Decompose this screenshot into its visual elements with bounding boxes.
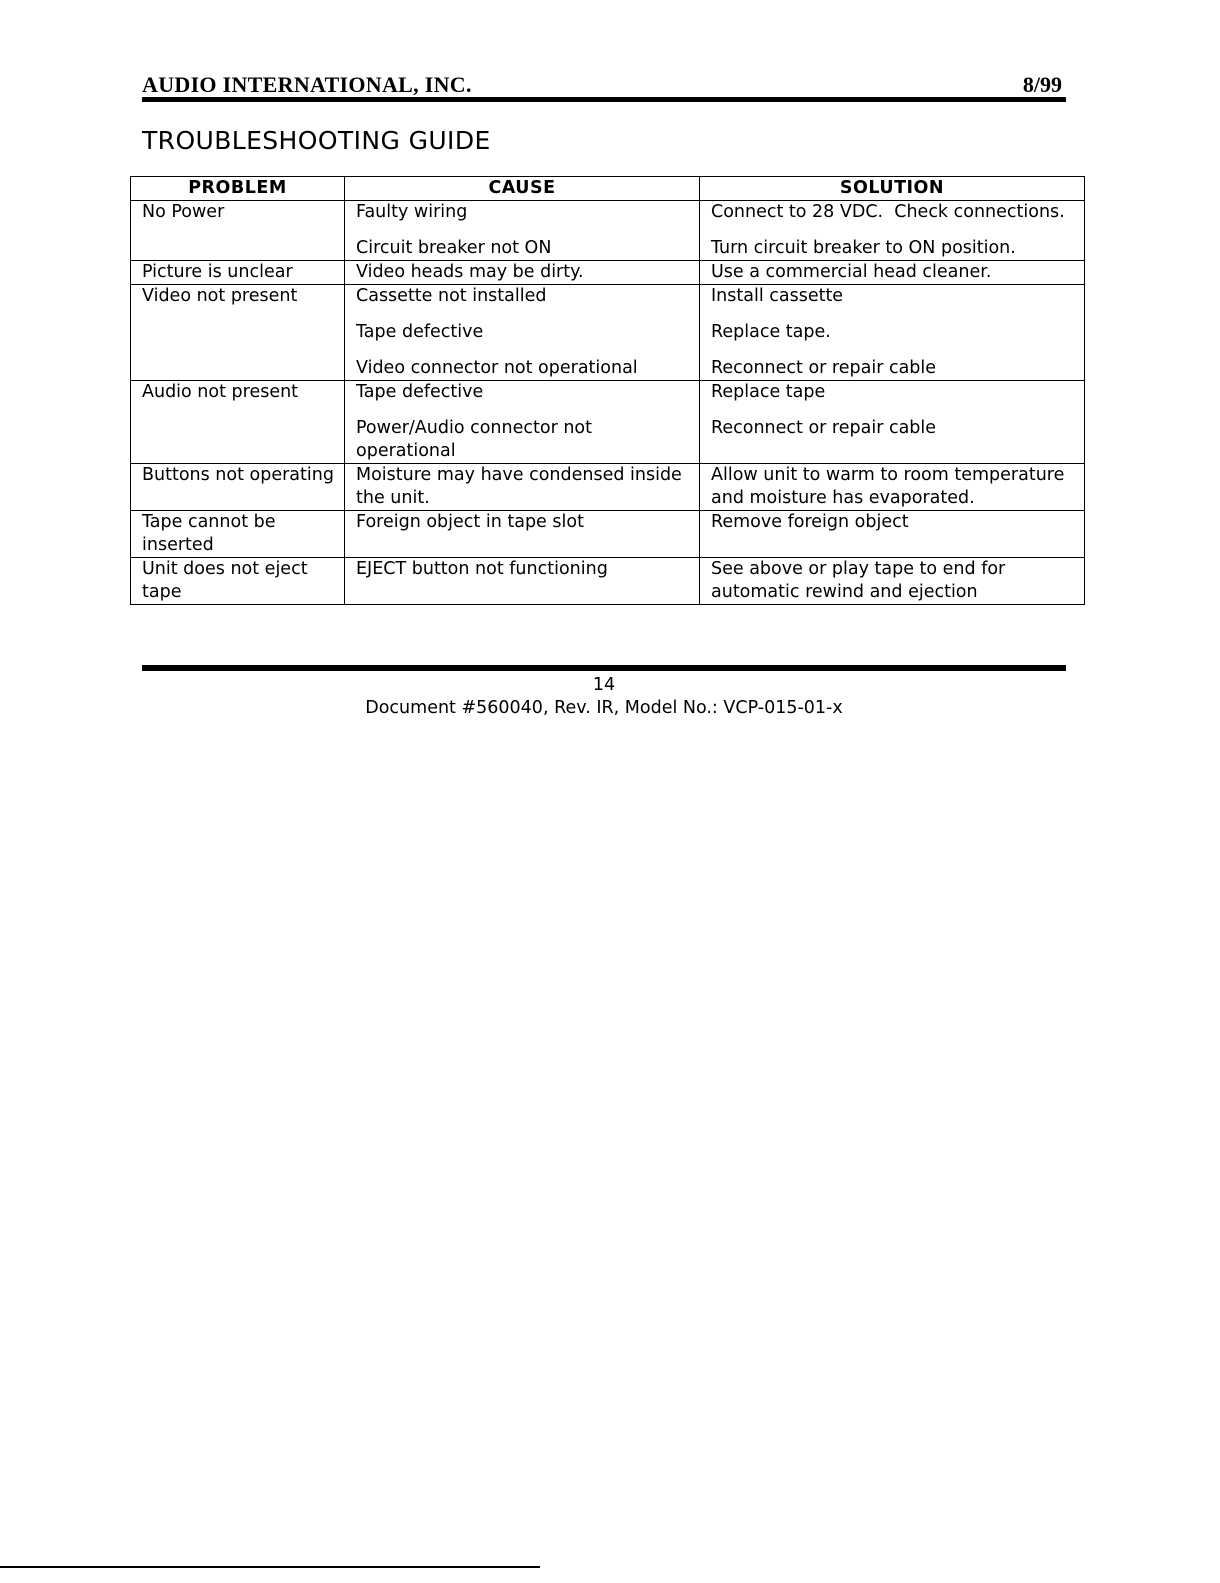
cause-cell [345, 285, 700, 381]
table-row [131, 464, 1085, 511]
table-row [131, 381, 1085, 464]
solution-text: Reconnect or repair cable [711, 358, 937, 378]
cause-text: Power/Audio connector not operational [356, 418, 592, 461]
problem-text: Picture is unclear [142, 262, 293, 282]
cause-text: Foreign object in tape slot [356, 512, 584, 532]
solution-text: Replace tape. [711, 322, 831, 342]
problem-cell [131, 381, 345, 464]
cause-text: Tape defective [356, 382, 484, 402]
solution-text: Connect to 28 VDC. Check connections. [711, 202, 1065, 222]
cause-cell [345, 464, 700, 511]
page-number: 14 [592, 675, 616, 695]
problem-text: Unit does not eject tape [142, 559, 308, 602]
page-header [142, 72, 1066, 100]
cause-text: Tape defective [356, 322, 484, 342]
cause-text: Cassette not installed [356, 286, 547, 306]
cause-text: Circuit breaker not ON [356, 238, 552, 258]
problem-cell [131, 464, 345, 511]
table-row [131, 285, 1085, 381]
header-date: 8/99 [1022, 72, 1062, 97]
header-rule [142, 97, 1066, 102]
troubleshooting-table [130, 176, 1085, 605]
table-row [131, 201, 1085, 261]
table-row [131, 558, 1085, 605]
problem-text: Audio not present [142, 382, 299, 402]
solution-cell [700, 381, 1085, 464]
solution-text: Reconnect or repair cable [711, 418, 937, 438]
solution-text: Turn circuit breaker to ON position. [711, 238, 1016, 258]
cause-text: Moisture may have condensed inside the unit. [356, 465, 682, 508]
solution-cell [700, 285, 1085, 381]
solution-text: Remove foreign object [711, 512, 909, 532]
problem-cell [131, 261, 345, 285]
problem-cell [131, 285, 345, 381]
table-row [131, 261, 1085, 285]
table-header-row [131, 177, 1085, 201]
cause-text: Video heads may be dirty. [356, 262, 584, 282]
problem-text: Video not present [142, 286, 298, 306]
cause-cell [345, 261, 700, 285]
cause-cell [345, 511, 700, 558]
cause-text: EJECT button not functioning [356, 559, 608, 579]
problem-cell [131, 511, 345, 558]
solution-cell [700, 464, 1085, 511]
header-problem: PROBLEM [131, 177, 345, 201]
solution-text: Use a commercial head cleaner. [711, 262, 992, 282]
cause-cell [345, 201, 700, 261]
problem-cell [131, 558, 345, 605]
solution-cell [700, 558, 1085, 605]
header-cause: CAUSE [345, 177, 700, 201]
problem-text: Tape cannot be inserted [142, 512, 276, 555]
problem-text: Buttons not operating [142, 465, 334, 485]
cause-text: Faulty wiring [356, 202, 468, 222]
document-info: Document #560040, Rev. IR, Model No.: VCP-015-01-x [365, 698, 843, 718]
footer-rule [142, 665, 1066, 671]
solution-cell [700, 261, 1085, 285]
table-row [131, 511, 1085, 558]
company-name: AUDIO INTERNATIONAL, INC. [142, 72, 472, 97]
solution-text: Install cassette [711, 286, 844, 306]
problem-text: No Power [142, 202, 225, 222]
solution-text: See above or play tape to end for automatic rewind and ejection [711, 559, 1006, 602]
cause-cell [345, 558, 700, 605]
page-title: TROUBLESHOOTING GUIDE [142, 126, 491, 155]
solution-text: Allow unit to warm to room temperature and moisture has evaporated. [711, 465, 1065, 508]
cause-cell [345, 381, 700, 464]
bottom-edge-line [0, 1566, 540, 1568]
problem-cell [131, 201, 345, 261]
solution-cell [700, 201, 1085, 261]
header-solution: SOLUTION [700, 177, 1085, 201]
solution-text: Replace tape [711, 382, 826, 402]
solution-cell [700, 511, 1085, 558]
cause-text: Video connector not operational [356, 358, 638, 378]
